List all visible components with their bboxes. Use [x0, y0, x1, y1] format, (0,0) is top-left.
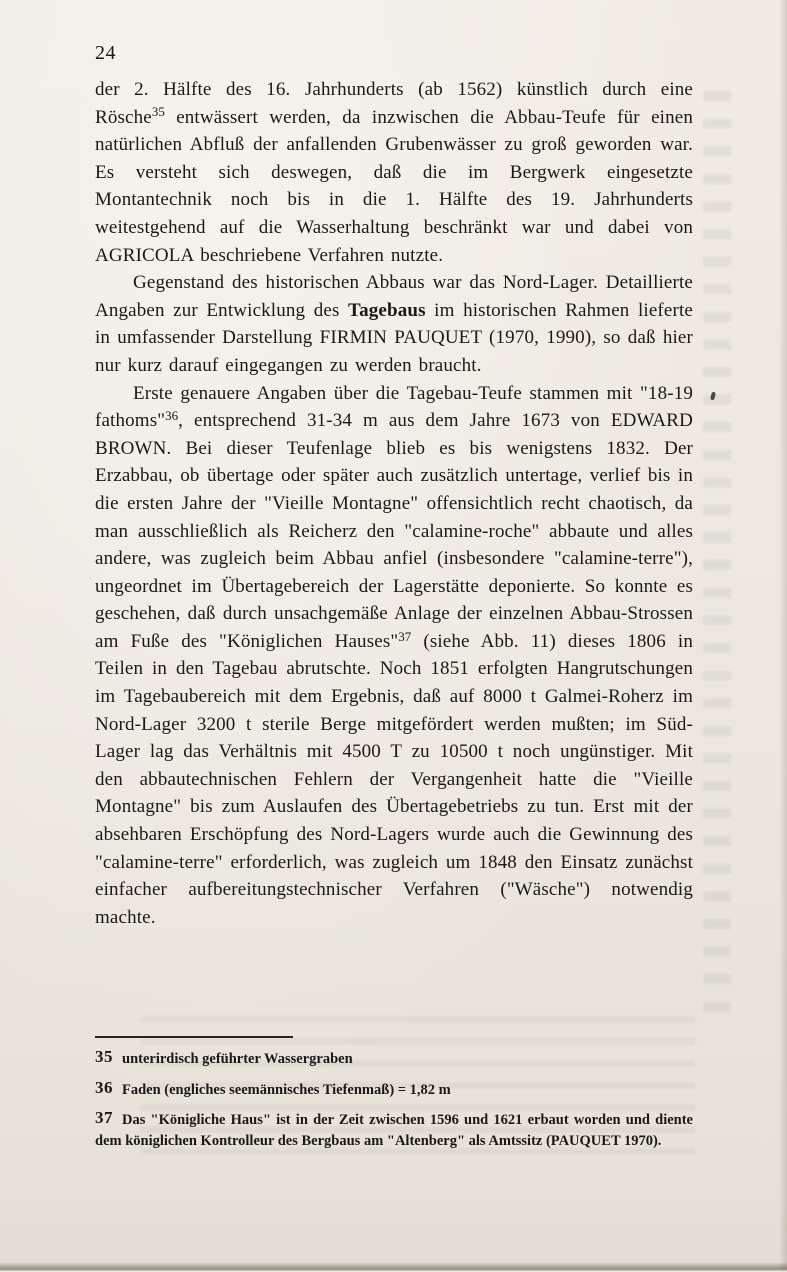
reverse-side-bleedthrough-right [703, 84, 731, 1014]
scan-artifact-speck [710, 392, 716, 401]
footnote-text: Das "Königliche Haus" ist in der Zeit zwischen 1596 und 1621 erbaut worden und diente dem königlichen Kontrolleur des Bergbaus am "Altenberg" als Amtssitz (PAUQUET 1970). [95, 1112, 693, 1149]
text-run: der 2. Hälfte des 16. Jahrhunderts (ab 1562) künstlich durch eine Rösche [95, 79, 693, 128]
paragraph [95, 76, 693, 269]
bold-term: Tagebaus [348, 299, 426, 321]
paragraph [95, 380, 693, 932]
page-number: 24 [95, 42, 116, 64]
body-text [95, 76, 693, 931]
footnote [95, 1079, 693, 1101]
footnotes-section [95, 1048, 693, 1151]
text-run: im historischen Rahmen lieferte in umfassender Darstellung FIRMIN PAUQUET (1970, 1990), so daß hier nur kurz darauf eingegangen zu werden braucht. [95, 299, 693, 376]
footnote [95, 1048, 693, 1070]
text-run: Gegenstand des historischen Abbaus war das Nord-Lager. Detaillierte Angaben zur Entwicklung des [95, 272, 693, 321]
text-run: entwässert werden, da inzwischen die Abbau-Teufe für einen natürlichen Abfluß der anfallenden Grubenwässer zu groß geworden war. Es versteht sich deswegen, daß die im Bergwerk eingesetzte Montantechnik noch bis in die 1. Hälfte des 19. Jahrhunderts weitestgehend auf die Wasserhaltung beschränkt war und dabei von AGRICOLA beschriebene Verfahren nutzte. [95, 106, 693, 266]
footnote-text: unterirdisch geführter Wassergraben [122, 1051, 353, 1067]
text-run: (siehe Abb. 11) dieses 1806 in Teilen in den Tagebau abrutschte. Noch 1851 erfolgten Hangrutschungen im Tagebaubereich mit dem Ergebnis, daß auf 8000 t Galmei-Roherz im Nord-Lager 3200 t sterile Berge mitgefördert werden mußten; im Süd-Lager lag das Verhältnis mit 4500 T zu 10500 t noch ungünstiger. Mit den abbautechnischen Fehlern der Vergangenheit hatte die "Vieille Montagne" bis zum Auslaufen des Übertagebetriebs zu tun. Erst mit der absehbaren Erschöpfung des Nord-Lagers wurde auch die Gewinnung des "calamine-terre" erforderlich, was zugleich um 1848 den Einsatz zunächst einfacher aufbereitungstechnischer Verfahren ("Wäsche") notwendig machte. [95, 630, 693, 928]
footnote-reference: 35 [151, 104, 165, 120]
paragraph [95, 269, 693, 379]
footnote-separator-rule [95, 1036, 293, 1038]
footnote-text: Faden (engliches seemännisches Tiefenmaß) = 1,82 m [122, 1081, 451, 1098]
footnote-marker: 36 [95, 1077, 113, 1097]
footnote-reference: 37 [398, 628, 412, 644]
footnote [95, 1109, 693, 1151]
text-run: Erste genauere Angaben über die Tagebau-Teufe stammen mit "18-19 fathoms" [95, 382, 693, 432]
text-run: , entsprechend 31-34 m aus dem Jahre 1673 von EDWARD BROWN. Bei dieser Teufenlage blieb es bis wenigstens 1832. Der Erzabbau, ob übertage oder später auch zusätzlich untertage, verlief bis in die ersten Jahre der "Vieille Montagne" offensichtlich recht chaotisch, da man ausschließlich als Reicherz den "calamine-roche" abbaute und alles andere, was zugleich beim Abbau anfiel (insbesondere "calamine-terre"), ungeordnet im Übertagebereich der Lagerstätte deponierte. So konnte es geschehen, daß durch unsachgemäße Anlage der einzelnen Abbau-Strossen am Fuße des "Königlichen Hauses" [95, 410, 693, 652]
footnote-marker: 35 [95, 1047, 113, 1066]
footnote-reference: 36 [165, 407, 179, 423]
footnote-marker: 37 [95, 1108, 113, 1127]
